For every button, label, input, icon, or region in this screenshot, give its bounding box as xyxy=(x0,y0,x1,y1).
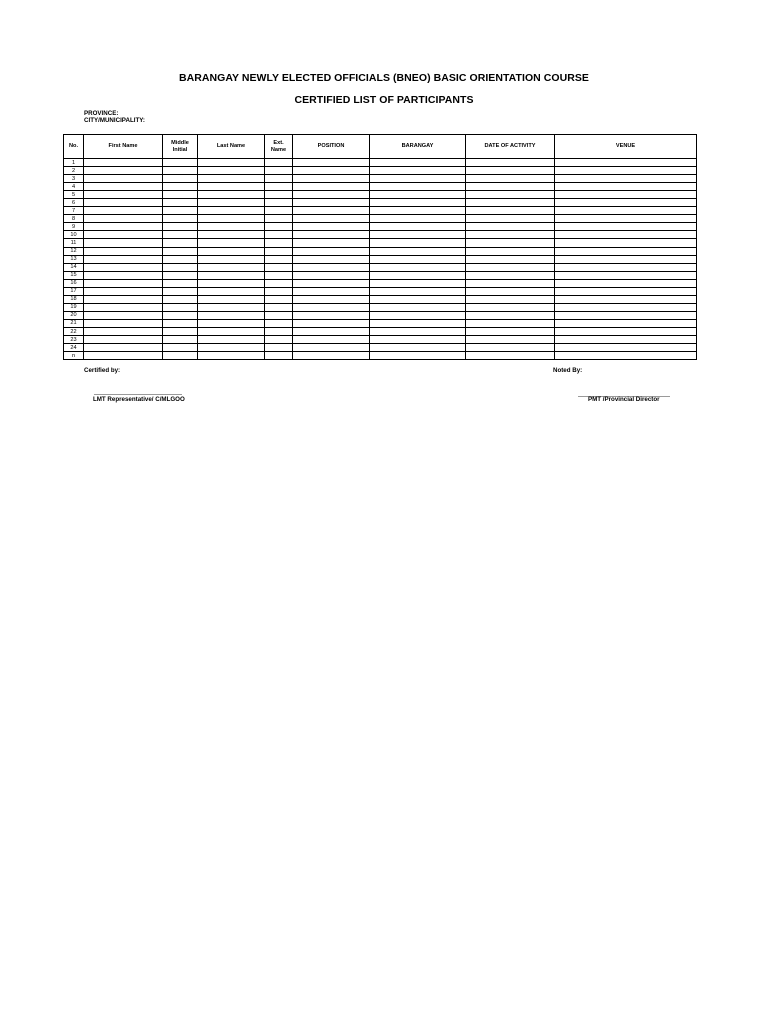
venue-cell[interactable] xyxy=(555,255,697,263)
position-cell[interactable] xyxy=(293,263,370,271)
row-number: 23 xyxy=(64,336,84,344)
header-barangay xyxy=(370,135,466,159)
header-no xyxy=(64,135,84,159)
last-name-cell[interactable] xyxy=(198,279,265,287)
venue-cell[interactable] xyxy=(555,199,697,207)
position-cell[interactable] xyxy=(293,303,370,311)
venue-cell[interactable] xyxy=(555,191,697,199)
row-number: 3 xyxy=(64,175,84,183)
middle-initial-cell[interactable] xyxy=(163,231,198,239)
position-cell[interactable] xyxy=(293,287,370,295)
venue-cell[interactable] xyxy=(555,263,697,271)
middle-initial-cell[interactable] xyxy=(163,279,198,287)
last-name-cell[interactable] xyxy=(198,247,265,255)
barangay-cell[interactable] xyxy=(370,271,466,279)
ext-name-cell[interactable] xyxy=(265,344,293,352)
first-name-cell[interactable] xyxy=(84,287,163,295)
table-row xyxy=(64,344,697,352)
barangay-cell[interactable] xyxy=(370,199,466,207)
ext-name-cell[interactable] xyxy=(265,271,293,279)
barangay-cell[interactable] xyxy=(370,207,466,215)
date-of-activity-cell[interactable] xyxy=(466,263,555,271)
table-row xyxy=(64,327,697,335)
first-name-cell[interactable] xyxy=(84,271,163,279)
middle-initial-cell[interactable] xyxy=(163,191,198,199)
position-cell[interactable] xyxy=(293,223,370,231)
middle-initial-cell[interactable] xyxy=(163,336,198,344)
middle-initial-cell[interactable] xyxy=(163,183,198,191)
position-cell[interactable] xyxy=(293,247,370,255)
noted-by-name: PMT /Provincial Director xyxy=(588,396,660,403)
table-row xyxy=(64,223,697,231)
table-row xyxy=(64,247,697,255)
date-of-activity-cell[interactable] xyxy=(466,239,555,247)
position-cell[interactable] xyxy=(293,191,370,199)
row-number: 13 xyxy=(64,255,84,263)
last-name-cell[interactable] xyxy=(198,311,265,319)
barangay-cell[interactable] xyxy=(370,319,466,327)
position-cell[interactable] xyxy=(293,207,370,215)
table-row xyxy=(64,295,697,303)
header-first-name xyxy=(84,135,163,159)
last-name-cell[interactable] xyxy=(198,295,265,303)
header-middle-initial xyxy=(163,135,198,159)
barangay-cell[interactable] xyxy=(370,279,466,287)
date-of-activity-cell[interactable] xyxy=(466,271,555,279)
middle-initial-cell[interactable] xyxy=(163,287,198,295)
date-of-activity-cell[interactable] xyxy=(466,336,555,344)
last-name-cell[interactable] xyxy=(198,175,265,183)
ext-name-cell[interactable] xyxy=(265,295,293,303)
date-of-activity-cell[interactable] xyxy=(466,287,555,295)
first-name-cell[interactable] xyxy=(84,336,163,344)
table-row xyxy=(64,279,697,287)
first-name-cell[interactable] xyxy=(84,303,163,311)
position-cell[interactable] xyxy=(293,352,370,360)
row-number: 9 xyxy=(64,223,84,231)
date-of-activity-cell[interactable] xyxy=(466,231,555,239)
last-name-cell[interactable] xyxy=(198,336,265,344)
header-venue-label: VENUE xyxy=(615,143,636,150)
row-number: 22 xyxy=(64,327,84,335)
date-of-activity-cell[interactable] xyxy=(466,207,555,215)
table-header-row xyxy=(64,135,697,159)
first-name-cell[interactable] xyxy=(84,207,163,215)
last-name-cell[interactable] xyxy=(198,352,265,360)
position-cell[interactable] xyxy=(293,159,370,167)
table-row xyxy=(64,239,697,247)
participants-table xyxy=(63,134,697,360)
ext-name-cell[interactable] xyxy=(265,199,293,207)
position-cell[interactable] xyxy=(293,311,370,319)
row-number: 21 xyxy=(64,319,84,327)
date-of-activity-cell[interactable] xyxy=(466,279,555,287)
position-cell[interactable] xyxy=(293,175,370,183)
row-number: 2 xyxy=(64,167,84,175)
ext-name-cell[interactable] xyxy=(265,336,293,344)
venue-cell[interactable] xyxy=(555,223,697,231)
middle-initial-cell[interactable] xyxy=(163,167,198,175)
ext-name-cell[interactable] xyxy=(265,303,293,311)
venue-cell[interactable] xyxy=(555,319,697,327)
venue-cell[interactable] xyxy=(555,175,697,183)
header-venue xyxy=(555,135,697,159)
middle-initial-cell[interactable] xyxy=(163,344,198,352)
venue-cell[interactable] xyxy=(555,215,697,223)
middle-initial-cell[interactable] xyxy=(163,159,198,167)
row-number: 16 xyxy=(64,279,84,287)
table-row xyxy=(64,255,697,263)
barangay-cell[interactable] xyxy=(370,183,466,191)
barangay-cell[interactable] xyxy=(370,311,466,319)
date-of-activity-cell[interactable] xyxy=(466,175,555,183)
first-name-cell[interactable] xyxy=(84,352,163,360)
position-cell[interactable] xyxy=(293,319,370,327)
venue-cell[interactable] xyxy=(555,167,697,175)
barangay-cell[interactable] xyxy=(370,295,466,303)
venue-cell[interactable] xyxy=(555,271,697,279)
table-row xyxy=(64,199,697,207)
table-row xyxy=(64,231,697,239)
row-number: 12 xyxy=(64,247,84,255)
venue-cell[interactable] xyxy=(555,247,697,255)
table-row xyxy=(64,191,697,199)
barangay-cell[interactable] xyxy=(370,191,466,199)
first-name-cell[interactable] xyxy=(84,263,163,271)
venue-cell[interactable] xyxy=(555,183,697,191)
ext-name-cell[interactable] xyxy=(265,279,293,287)
certified-by-name: LMT Representative/ C/MLGOO xyxy=(93,396,185,403)
header-ext-name-line1: Ext. xyxy=(273,139,284,146)
middle-initial-cell[interactable] xyxy=(163,255,198,263)
certified-by-label: Certified by: xyxy=(84,367,121,374)
date-of-activity-cell[interactable] xyxy=(466,223,555,231)
ext-name-cell[interactable] xyxy=(265,247,293,255)
middle-initial-cell[interactable] xyxy=(163,207,198,215)
header-ext-name xyxy=(265,135,293,159)
document-title: BARANGAY NEWLY ELECTED OFFICIALS (BNEO) BASIC ORIENTATION COURSE xyxy=(178,72,589,84)
table-row xyxy=(64,287,697,295)
date-of-activity-cell[interactable] xyxy=(466,327,555,335)
venue-cell[interactable] xyxy=(555,327,697,335)
date-of-activity-cell[interactable] xyxy=(466,159,555,167)
date-of-activity-cell[interactable] xyxy=(466,247,555,255)
header-barangay-label: BARANGAY xyxy=(401,143,434,150)
middle-initial-cell[interactable] xyxy=(163,247,198,255)
venue-cell[interactable] xyxy=(555,231,697,239)
first-name-cell[interactable] xyxy=(84,175,163,183)
table-row xyxy=(64,215,697,223)
date-of-activity-cell[interactable] xyxy=(466,303,555,311)
middle-initial-cell[interactable] xyxy=(163,215,198,223)
venue-cell[interactable] xyxy=(555,287,697,295)
date-of-activity-cell[interactable] xyxy=(466,352,555,360)
header-position xyxy=(293,135,370,159)
first-name-cell[interactable] xyxy=(84,215,163,223)
date-of-activity-cell[interactable] xyxy=(466,319,555,327)
barangay-cell[interactable] xyxy=(370,303,466,311)
date-of-activity-cell[interactable] xyxy=(466,215,555,223)
last-name-cell[interactable] xyxy=(198,223,265,231)
ext-name-cell[interactable] xyxy=(265,255,293,263)
barangay-cell[interactable] xyxy=(370,167,466,175)
table-row xyxy=(64,175,697,183)
row-number: 6 xyxy=(64,199,84,207)
row-number: 11 xyxy=(64,239,84,247)
last-name-cell[interactable] xyxy=(198,231,265,239)
table-row xyxy=(64,303,697,311)
row-number: n xyxy=(64,352,84,360)
venue-cell[interactable] xyxy=(555,344,697,352)
ext-name-cell[interactable] xyxy=(265,167,293,175)
last-name-cell[interactable] xyxy=(198,255,265,263)
last-name-cell[interactable] xyxy=(198,167,265,175)
participant-rows xyxy=(64,159,697,360)
position-cell[interactable] xyxy=(293,183,370,191)
ext-name-cell[interactable] xyxy=(265,327,293,335)
date-of-activity-cell[interactable] xyxy=(466,344,555,352)
header-position-label: POSITION xyxy=(317,143,345,150)
first-name-cell[interactable] xyxy=(84,183,163,191)
date-of-activity-cell[interactable] xyxy=(466,191,555,199)
middle-initial-cell[interactable] xyxy=(163,303,198,311)
last-name-cell[interactable] xyxy=(198,207,265,215)
header-first-name-label: First Name xyxy=(108,143,138,150)
position-cell[interactable] xyxy=(293,271,370,279)
ext-name-cell[interactable] xyxy=(265,319,293,327)
middle-initial-cell[interactable] xyxy=(163,352,198,360)
venue-cell[interactable] xyxy=(555,336,697,344)
first-name-cell[interactable] xyxy=(84,231,163,239)
table-row xyxy=(64,336,697,344)
first-name-cell[interactable] xyxy=(84,167,163,175)
last-name-cell[interactable] xyxy=(198,215,265,223)
date-of-activity-cell[interactable] xyxy=(466,183,555,191)
province-label: PROVINCE: xyxy=(84,110,119,117)
first-name-cell[interactable] xyxy=(84,344,163,352)
barangay-cell[interactable] xyxy=(370,255,466,263)
date-of-activity-cell[interactable] xyxy=(466,255,555,263)
ext-name-cell[interactable] xyxy=(265,191,293,199)
ext-name-cell[interactable] xyxy=(265,183,293,191)
barangay-cell[interactable] xyxy=(370,247,466,255)
last-name-cell[interactable] xyxy=(198,191,265,199)
first-name-cell[interactable] xyxy=(84,311,163,319)
first-name-cell[interactable] xyxy=(84,239,163,247)
middle-initial-cell[interactable] xyxy=(163,271,198,279)
ext-name-cell[interactable] xyxy=(265,239,293,247)
ext-name-cell[interactable] xyxy=(265,263,293,271)
row-number: 17 xyxy=(64,287,84,295)
position-cell[interactable] xyxy=(293,215,370,223)
date-of-activity-cell[interactable] xyxy=(466,311,555,319)
barangay-cell[interactable] xyxy=(370,263,466,271)
row-number: 1 xyxy=(64,159,84,167)
last-name-cell[interactable] xyxy=(198,327,265,335)
table-row xyxy=(64,159,697,167)
middle-initial-cell[interactable] xyxy=(163,175,198,183)
last-name-cell[interactable] xyxy=(198,287,265,295)
position-cell[interactable] xyxy=(293,239,370,247)
first-name-cell[interactable] xyxy=(84,159,163,167)
barangay-cell[interactable] xyxy=(370,175,466,183)
table-row xyxy=(64,352,697,360)
row-number: 10 xyxy=(64,231,84,239)
first-name-cell[interactable] xyxy=(84,327,163,335)
date-of-activity-cell[interactable] xyxy=(466,167,555,175)
venue-cell[interactable] xyxy=(555,159,697,167)
venue-cell[interactable] xyxy=(555,303,697,311)
last-name-cell[interactable] xyxy=(198,239,265,247)
position-cell[interactable] xyxy=(293,231,370,239)
row-number: 19 xyxy=(64,303,84,311)
noted-by-label: Noted By: xyxy=(553,367,583,374)
row-number: 7 xyxy=(64,207,84,215)
table-row xyxy=(64,207,697,215)
position-cell[interactable] xyxy=(293,327,370,335)
first-name-cell[interactable] xyxy=(84,191,163,199)
ext-name-cell[interactable] xyxy=(265,159,293,167)
header-middle-initial-line2: Initial xyxy=(172,146,188,153)
ext-name-cell[interactable] xyxy=(265,287,293,295)
header-date-of-activity xyxy=(466,135,555,159)
ext-name-cell[interactable] xyxy=(265,207,293,215)
table-row xyxy=(64,311,697,319)
header-no-label: No. xyxy=(68,143,78,150)
middle-initial-cell[interactable] xyxy=(163,263,198,271)
first-name-cell[interactable] xyxy=(84,223,163,231)
ext-name-cell[interactable] xyxy=(265,175,293,183)
barangay-cell[interactable] xyxy=(370,223,466,231)
last-name-cell[interactable] xyxy=(198,319,265,327)
date-of-activity-cell[interactable] xyxy=(466,295,555,303)
first-name-cell[interactable] xyxy=(84,319,163,327)
position-cell[interactable] xyxy=(293,279,370,287)
last-name-cell[interactable] xyxy=(198,271,265,279)
table-row xyxy=(64,183,697,191)
table-row xyxy=(64,319,697,327)
row-number: 20 xyxy=(64,311,84,319)
middle-initial-cell[interactable] xyxy=(163,311,198,319)
barangay-cell[interactable] xyxy=(370,215,466,223)
last-name-cell[interactable] xyxy=(198,303,265,311)
header-last-name xyxy=(198,135,265,159)
barangay-cell[interactable] xyxy=(370,336,466,344)
barangay-cell[interactable] xyxy=(370,352,466,360)
middle-initial-cell[interactable] xyxy=(163,319,198,327)
last-name-cell[interactable] xyxy=(198,199,265,207)
ext-name-cell[interactable] xyxy=(265,352,293,360)
middle-initial-cell[interactable] xyxy=(163,239,198,247)
table-row xyxy=(64,271,697,279)
barangay-cell[interactable] xyxy=(370,239,466,247)
row-number: 15 xyxy=(64,271,84,279)
header-date-of-activity-label: DATE OF ACTIVITY xyxy=(484,143,536,150)
first-name-cell[interactable] xyxy=(84,279,163,287)
row-number: 24 xyxy=(64,344,84,352)
barangay-cell[interactable] xyxy=(370,344,466,352)
position-cell[interactable] xyxy=(293,255,370,263)
row-number: 18 xyxy=(64,295,84,303)
row-number: 14 xyxy=(64,263,84,271)
middle-initial-cell[interactable] xyxy=(163,199,198,207)
first-name-cell[interactable] xyxy=(84,199,163,207)
first-name-cell[interactable] xyxy=(84,295,163,303)
position-cell[interactable] xyxy=(293,199,370,207)
ext-name-cell[interactable] xyxy=(265,231,293,239)
city-municipality-label: CITY/MUNICIPALITY: xyxy=(84,117,145,124)
last-name-cell[interactable] xyxy=(198,263,265,271)
row-number: 4 xyxy=(64,183,84,191)
header-ext-name-line2: Name xyxy=(270,146,287,153)
header-middle-initial-line1: Middle xyxy=(171,139,189,146)
middle-initial-cell[interactable] xyxy=(163,223,198,231)
venue-cell[interactable] xyxy=(555,295,697,303)
header-last-name-label: Last Name xyxy=(216,143,246,150)
venue-cell[interactable] xyxy=(555,352,697,360)
certified-by-signature-line xyxy=(94,394,182,395)
row-number: 8 xyxy=(64,215,84,223)
table-row xyxy=(64,167,697,175)
venue-cell[interactable] xyxy=(555,239,697,247)
ext-name-cell[interactable] xyxy=(265,223,293,231)
row-number: 5 xyxy=(64,191,84,199)
last-name-cell[interactable] xyxy=(198,159,265,167)
middle-initial-cell[interactable] xyxy=(163,327,198,335)
last-name-cell[interactable] xyxy=(198,183,265,191)
position-cell[interactable] xyxy=(293,336,370,344)
barangay-cell[interactable] xyxy=(370,231,466,239)
document-subtitle: CERTIFIED LIST OF PARTICIPANTS xyxy=(294,94,474,106)
venue-cell[interactable] xyxy=(555,311,697,319)
first-name-cell[interactable] xyxy=(84,247,163,255)
barangay-cell[interactable] xyxy=(370,327,466,335)
middle-initial-cell[interactable] xyxy=(163,295,198,303)
ext-name-cell[interactable] xyxy=(265,311,293,319)
position-cell[interactable] xyxy=(293,167,370,175)
barangay-cell[interactable] xyxy=(370,287,466,295)
barangay-cell[interactable] xyxy=(370,159,466,167)
date-of-activity-cell[interactable] xyxy=(466,199,555,207)
first-name-cell[interactable] xyxy=(84,255,163,263)
table-row xyxy=(64,263,697,271)
venue-cell[interactable] xyxy=(555,279,697,287)
position-cell[interactable] xyxy=(293,344,370,352)
venue-cell[interactable] xyxy=(555,207,697,215)
position-cell[interactable] xyxy=(293,295,370,303)
ext-name-cell[interactable] xyxy=(265,215,293,223)
last-name-cell[interactable] xyxy=(198,344,265,352)
